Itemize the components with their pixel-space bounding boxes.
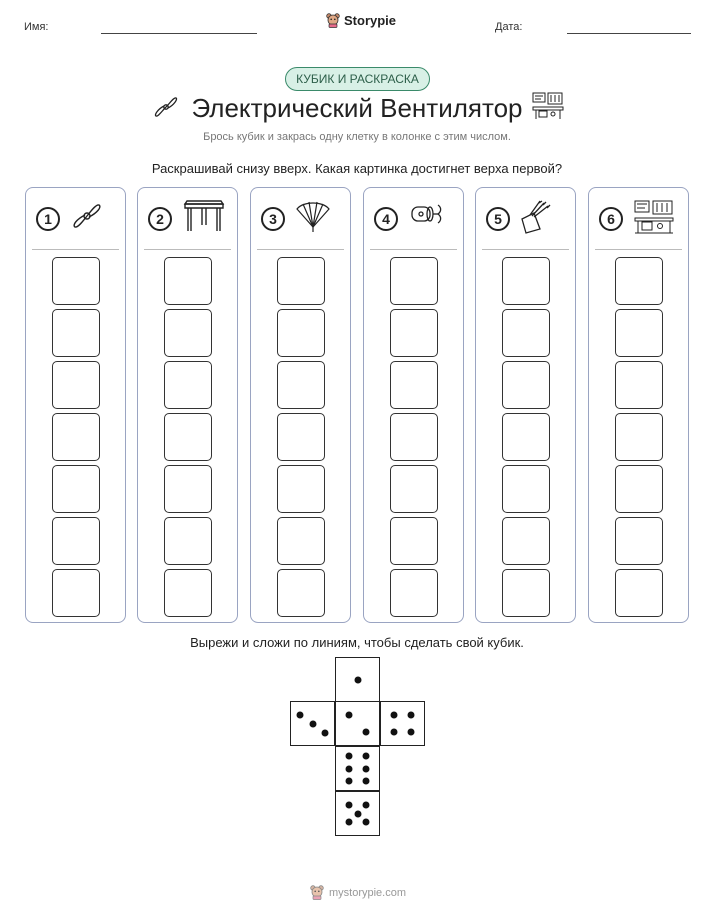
dice-pip: [363, 753, 370, 760]
color-cell[interactable]: [390, 309, 438, 357]
page-title: Электрический Вентилятор: [191, 93, 523, 123]
dice-face-6: [335, 746, 380, 791]
color-cell[interactable]: [502, 257, 550, 305]
column-number: 5: [486, 207, 510, 231]
color-cell[interactable]: [277, 465, 325, 513]
dice-pip: [354, 810, 361, 817]
color-cell[interactable]: [164, 361, 212, 409]
date-line[interactable]: [567, 33, 691, 34]
color-cell[interactable]: [52, 413, 100, 461]
color-cell[interactable]: [390, 569, 438, 617]
dice-face-1: [335, 657, 380, 702]
color-cell[interactable]: [502, 517, 550, 565]
dice-face-3: [290, 701, 335, 746]
instruction: Раскрашивай снизу вверх. Какая картинка достигнет верха первой?: [151, 161, 563, 176]
hand-fan-icon: [295, 199, 331, 238]
bear-mascot-icon: [310, 885, 324, 900]
activity-badge: КУБИК И РАСКРАСКА: [285, 67, 430, 91]
column-divider: [595, 249, 682, 250]
color-cell[interactable]: [390, 413, 438, 461]
color-cell[interactable]: [52, 361, 100, 409]
column-number: 3: [261, 207, 285, 231]
color-cell[interactable]: [390, 517, 438, 565]
color-cell[interactable]: [277, 361, 325, 409]
name-label: Имя:: [24, 21, 49, 33]
color-cell[interactable]: [615, 309, 663, 357]
column-6: [588, 187, 689, 623]
dice-face-2: [335, 701, 380, 746]
column-divider: [370, 249, 457, 250]
color-cell[interactable]: [502, 413, 550, 461]
color-cell[interactable]: [615, 413, 663, 461]
column-1: [25, 187, 126, 623]
subtitle: Брось кубик и закрась одну клетку в колонке с этим числом.: [203, 131, 511, 143]
color-cell[interactable]: [164, 517, 212, 565]
dice-pip: [345, 765, 352, 772]
bear-mascot-icon: [326, 13, 340, 28]
dice-pip: [390, 729, 397, 736]
table-icon: [182, 199, 226, 238]
color-cell[interactable]: [277, 517, 325, 565]
dice-pip: [297, 711, 304, 718]
color-cell[interactable]: [52, 257, 100, 305]
color-cell[interactable]: [390, 361, 438, 409]
column-divider: [257, 249, 344, 250]
column-number: 2: [148, 207, 172, 231]
column-number: 4: [374, 207, 398, 231]
dice-pip: [309, 720, 316, 727]
workshop-icon: [531, 91, 565, 121]
column-number: 1: [36, 207, 60, 231]
color-cell[interactable]: [615, 361, 663, 409]
brand-logo: [326, 13, 396, 28]
brand-name: Storypie: [344, 13, 397, 28]
wires-icon: [520, 199, 552, 240]
dice-pip: [390, 711, 397, 718]
column-3: [250, 187, 351, 623]
color-cell[interactable]: [52, 517, 100, 565]
color-cell[interactable]: [277, 569, 325, 617]
dice-pip: [363, 729, 370, 736]
color-cell[interactable]: [164, 465, 212, 513]
dice-pip: [408, 711, 415, 718]
color-cell[interactable]: [164, 309, 212, 357]
color-cell[interactable]: [390, 465, 438, 513]
dice-pip: [345, 777, 352, 784]
color-cell[interactable]: [277, 413, 325, 461]
color-cell[interactable]: [164, 413, 212, 461]
fan-blade-icon: [70, 199, 104, 238]
dice-pip: [345, 819, 352, 826]
color-cell[interactable]: [502, 361, 550, 409]
color-cell[interactable]: [502, 569, 550, 617]
column-number: 6: [599, 207, 623, 231]
color-cell[interactable]: [277, 257, 325, 305]
footer-url: mystorypie.com: [329, 886, 407, 899]
dice-pip: [363, 765, 370, 772]
date-label: Дата:: [495, 21, 523, 33]
color-cell[interactable]: [52, 465, 100, 513]
dice-pip: [345, 711, 352, 718]
color-cell[interactable]: [502, 465, 550, 513]
dice-pip: [345, 753, 352, 760]
dice-pip: [354, 676, 361, 683]
color-cell[interactable]: [52, 309, 100, 357]
dice-pip: [363, 777, 370, 784]
column-4: [363, 187, 464, 623]
dice-pip: [363, 801, 370, 808]
color-cell[interactable]: [277, 309, 325, 357]
workshop-icon: [633, 199, 675, 240]
dice-face-4: [380, 701, 425, 746]
color-cell[interactable]: [615, 569, 663, 617]
motor-icon: [408, 199, 444, 234]
dice-pip: [321, 729, 328, 736]
dice-pip: [408, 729, 415, 736]
color-cell[interactable]: [615, 517, 663, 565]
dice-pip: [363, 819, 370, 826]
column-divider: [144, 249, 231, 250]
cut-instruction: Вырежи и сложи по линиям, чтобы сделать свой кубик.: [190, 635, 524, 650]
color-cell[interactable]: [615, 465, 663, 513]
color-cell[interactable]: [390, 257, 438, 305]
color-cell[interactable]: [615, 257, 663, 305]
dice-face-5: [335, 791, 380, 836]
name-line[interactable]: [101, 33, 257, 34]
column-divider: [482, 249, 569, 250]
column-divider: [32, 249, 119, 250]
dice-pip: [345, 801, 352, 808]
column-5: [475, 187, 576, 623]
color-cell[interactable]: [164, 569, 212, 617]
column-2: [137, 187, 238, 623]
color-cell[interactable]: [52, 569, 100, 617]
color-cell[interactable]: [164, 257, 212, 305]
footer: [310, 885, 406, 900]
color-cell[interactable]: [502, 309, 550, 357]
